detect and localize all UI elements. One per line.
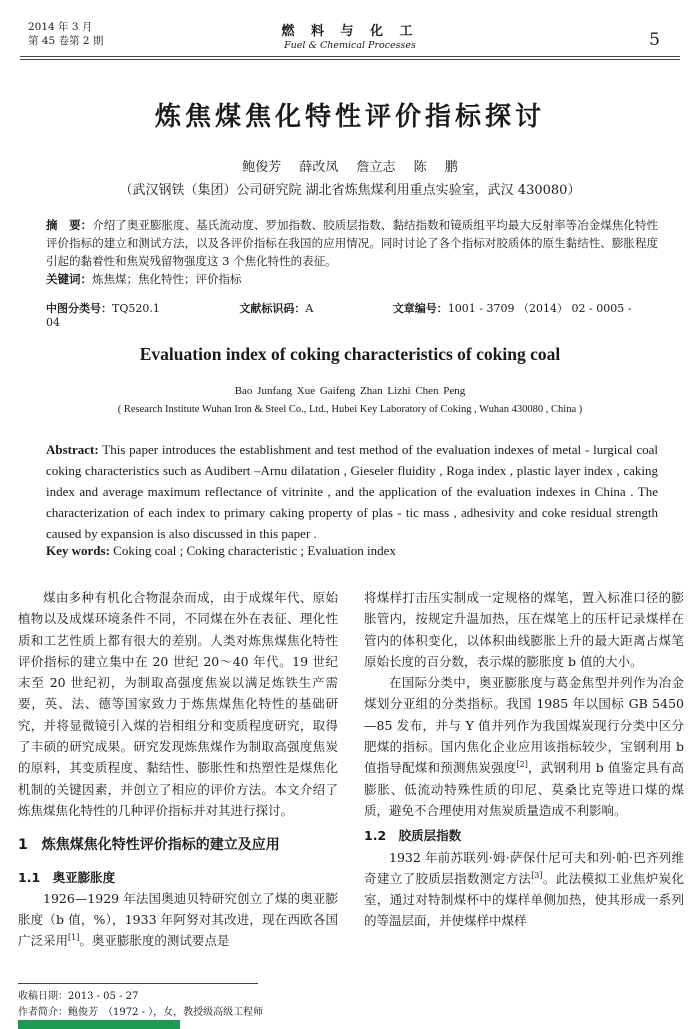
footer-accent-bar: [18, 1020, 180, 1029]
abstract-cn-text: 介绍了奥亚膨胀度、基氏流动度、罗加指数、胶质层指数、黏结指数和镜质组平均最大反射率等冶金煤焦化特性评价指标的建立和测试方法，以及各评价指标在我国的应用情况。同时讨论了各个指标对胶质体的原生黏结性、膨胀程度引起的黏着性和焦炭残留物强度这 3 个焦化特性的表征。: [46, 218, 659, 268]
article-number: 1001 - 3709 （2014） 02 - 0005 - 04: [46, 302, 632, 329]
affiliation-en: ( Research Institute Wuhan Iron & Steel Co., Ltd., Hubei Key Laboratory of Coking , Wuhan 430080 , China ): [117, 404, 583, 415]
header-rule-top: [20, 56, 680, 57]
journal-header: [0, 20, 700, 51]
section-1-1-text-a: 1926—1929 年法国奥迪贝特研究创立了煤的奥亚膨胀度（b 值，%），1933 年阿努对其改进，现在西欧各国广泛采用: [18, 890, 338, 949]
section-1-2-heading: 1.2 胶质层指数: [364, 828, 462, 844]
abstract-cn-label: 摘 要：: [46, 218, 93, 232]
footnote-rule: [18, 983, 258, 984]
classification-meta: [46, 300, 658, 329]
keywords-en-label: Key words:: [46, 543, 110, 558]
intro-paragraph: 煤由多种有机化合物混杂而成，由于成煤年代、原始植物以及成煤环境条件不同，不同煤在外在表征、理化性质和工艺性质上都有很大的差别。人类对炼焦煤焦化特性评价指标的建立集中在 20 世纪 20～40 年代。19 世纪末至 20 世纪初，为制取高强度焦炭以满足炼铁生产需要，英、法、德等国家致力于炼焦煤焦化特性的基础研究，并将显微镜引入煤的岩相组分和变质程度研究，取得了丰硕的研究成果。研究发现炼焦煤作为制取高强度焦炭的原料，其变质程度、黏结性、膨胀性和热塑性是煤焦化机制的关键因素，并创立了相应的评价方法。本文介绍了炼焦煤焦化特性的几种评价指标并对其进行探讨。: [18, 590, 338, 818]
abstract-en-label: Abstract:: [46, 442, 99, 457]
received-date: 收稿日期：2013 - 05 - 27: [18, 991, 139, 1002]
journal-name-cn: 燃 料 与 化 工: [281, 24, 419, 39]
citation-1[interactable]: [1]: [68, 933, 80, 943]
section-1-heading: 1 炼焦煤焦化特性评价指标的建立及应用: [18, 837, 280, 854]
section-1-2-paragraph: [364, 847, 684, 932]
page-number: 5: [649, 30, 660, 50]
citation-3[interactable]: [3]: [531, 870, 543, 880]
right-paragraph-2-text-b: ，武钢利用 b 值鉴定具有高膨胀、低流动特殊性质的印尼、莫桑比克等进口煤的煤质，避免不合理使用对焦炭质量造成不利影响。: [364, 760, 684, 818]
header-rule-bottom: [20, 59, 680, 60]
section-1-1-text-b: 。奥亚膨胀度的测试要点是: [79, 933, 230, 949]
abstract-cn: [46, 216, 658, 288]
abstract-en-text: This paper introduces the establishment and test method of the evaluation indexes of metal - lurgical coal coking characteristics such as Audibert –Arnu dilatation , Gieseler fluidity , Roga index , plastic layer index , caking index and average maximum reflectance of vitrinite , and the application of the evaluation indexes in China . The characterization of each index to primary caking property of plas - tic mass , adhesivity and coke residual strength caused by expansion is also discussed in this paper .: [46, 442, 658, 541]
doc-code: A: [305, 302, 314, 315]
right-paragraph-1: 将煤样打击压实制成一定规格的煤笔，置入标准口径的膨胀管内，按规定升温加热，压在煤笔上的压杆记录煤样在管内的体积变化，以体积曲线膨胀上升的最大距离占煤笔原始长度的百分数，表示煤的膨胀度 b 值的大小。: [364, 590, 684, 669]
citation-2[interactable]: [2]: [516, 760, 528, 770]
right-paragraph-2-text-a: 在国际分类中，奥亚膨胀度与葛金焦型并列作为冶金煤划分亚组的分类指标。我国 1985 年以国标 GB 5450—85 发布，并与 Y 值并列作为我国煤炭现行分类中区分肥煤的指标。国内焦化企业应用该指标较少，宝钢利用 b 值指导配煤和预测焦炭强度: [364, 675, 684, 776]
author-bio: 作者简介：鲍俊芳 （1972 - ），女，教授级高级工程师: [18, 1007, 264, 1018]
article-no-label: 文章编号：: [392, 302, 448, 315]
issue-volume: 第 45 卷第 2 期: [28, 35, 104, 47]
paper-title-cn: 炼焦煤焦化特性评价指标探讨: [154, 102, 545, 132]
issue-date: 2014 年 3 月: [28, 21, 93, 33]
section-1-1-paragraph: [18, 888, 338, 952]
clc-label: 中图分类号：: [46, 302, 112, 315]
authors-en: Bao Junfang Xue Gaifeng Zhan Lizhi Chen Peng: [234, 385, 466, 397]
clc-number: TQ520.1: [112, 302, 160, 315]
body-right-column: [364, 587, 684, 932]
right-paragraph-2: [364, 672, 684, 821]
keywords-en-block: [46, 543, 396, 559]
abstract-en: [46, 439, 658, 544]
keywords-cn: 炼焦煤；焦化特性；评价指标: [92, 272, 242, 286]
paper-title-en: Evaluation index of coking characteristics of coking coal: [139, 344, 561, 364]
doc-code-label: 文献标识码：: [239, 302, 306, 315]
journal-name-en: Fuel & Chemical Processes: [284, 40, 416, 51]
section-1-2-text-a: 1932 年前苏联列·姆·萨保什尼可夫和列·帕·巴齐列维奇建立了胶质层指数测定方法: [364, 849, 684, 886]
affiliation-cn: （武汉钢铁（集团）公司研究院 湖北省炼焦煤利用重点实验室，武汉 430080）: [119, 183, 581, 198]
keywords-cn-label: 关键词：: [46, 272, 92, 286]
section-1-2-text-b: 。此法模拟工业焦炉炭化室，通过对特制煤杯中的煤样单侧加热，使其形成一系列的等温层面，并使煤样中煤样: [364, 870, 684, 929]
section-1-1-heading: 1.1 奥亚膨胀度: [18, 869, 116, 885]
authors-cn: 鲍俊芳 薛改凤 詹立志 陈 鹏: [242, 160, 458, 175]
body-left-column: [18, 587, 338, 952]
keywords-en: Coking coal ; Coking characteristic ; Evaluation index: [109, 543, 396, 558]
